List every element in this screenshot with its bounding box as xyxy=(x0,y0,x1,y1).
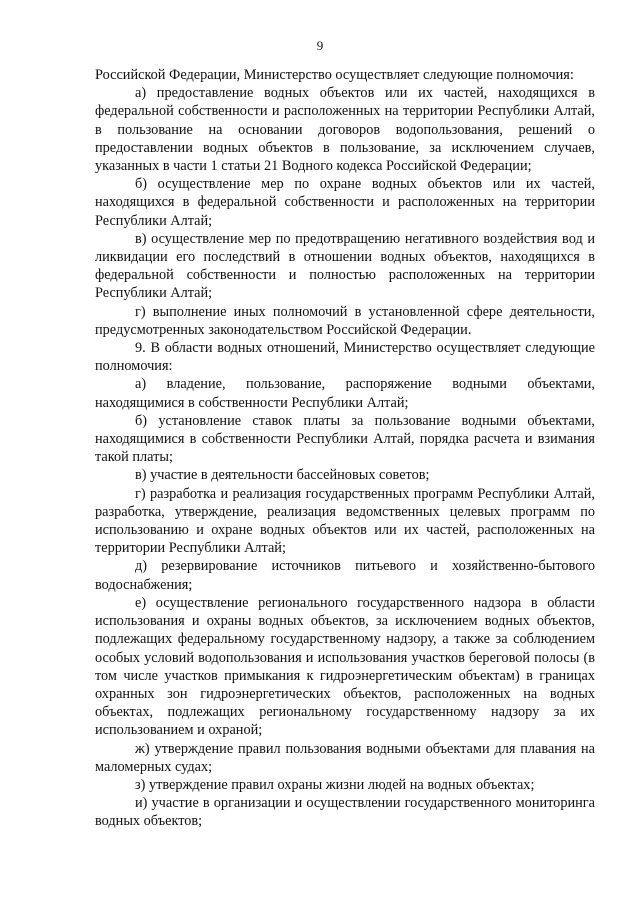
paragraph-item-z: з) утверждение правил охраны жизни людей на водных объектах; xyxy=(135,776,535,793)
paragraph-item-v: в) осуществление мер по предотвращению негативного воздействия вод и ликвидации его последствий в отношении водных объектов, находящихся в федеральной собственности и полностью расположенных на территории Республики Алтай; xyxy=(95,230,595,302)
paragraph-item-g: г) разработка и реализация государственных программ Республики Алтай, разработка, утверждение, реализация ведомственных целевых программ по использованию и охране водных объектов или их частей, расположенных на территории Республики Алтай; xyxy=(95,485,595,557)
section-heading-9: 9. В области водных отношений, Министерство осуществляет следующие полномочия: xyxy=(95,340,595,375)
paragraph-item-b: б) осуществление мер по охране водных объектов или их частей, находящихся в федеральной собственности и расположенных на территории Республики Алтай; xyxy=(95,176,595,229)
paragraph: Российской Федерации, Министерство осуществляет следующие полномочия: xyxy=(95,67,574,83)
paragraph-item-e: е) осуществление регионального государственного надзора в области использования и охраны водных объектов, за исключением водных объектов, подлежащих федеральному государственному надзору, а также за соблюдением особых условий водопользования и использования участков береговой полосы (в том числе участков примыкания к гидроэнергетическим объектам) в границах охранных зон гидроэнергетических объектов, расположенных на водных объектах, подлежащих региональному государственному надзору за их использованием и охраной; xyxy=(95,594,595,739)
paragraph-item-a: а) предоставление водных объектов или их частей, находящихся в федеральной собственности и расположенных на территории Республики Алтай, в пользование на основании договоров водопользования, решений о предоставлении водных объектов в пользование, за исключением случаев, указанных в части 1 статьи 21 Водного кодекса Российской Федерации; xyxy=(95,85,595,175)
paragraph-item-i: и) участие в организации и осуществлении государственного мониторинга водных объектов; xyxy=(95,795,595,830)
paragraph-item-zh: ж) утверждение правил пользования водными объектами для плавания на маломерных судах; xyxy=(95,740,595,775)
document-body xyxy=(95,66,595,831)
paragraph-item-a: а) владение, пользование, распоряжение водными объектами, находящимися в собственности Республики Алтай; xyxy=(95,376,595,411)
paragraph-item-b: б) установление ставок платы за пользование водными объектами, находящимися в собственности Республики Алтай, порядка расчета и взимания такой платы; xyxy=(95,412,595,466)
page-number: 9 xyxy=(316,38,324,53)
paragraph-item-v: в) участие в деятельности бассейновых советов; xyxy=(135,467,430,484)
paragraph-item-g: г) выполнение иных полномочий в установленной сфере деятельности, предусмотренных законодательством Российской Федерации. xyxy=(95,303,595,338)
paragraph-item-d: д) резервирование источников питьевого и хозяйственно-бытового водоснабжения; xyxy=(95,558,595,593)
